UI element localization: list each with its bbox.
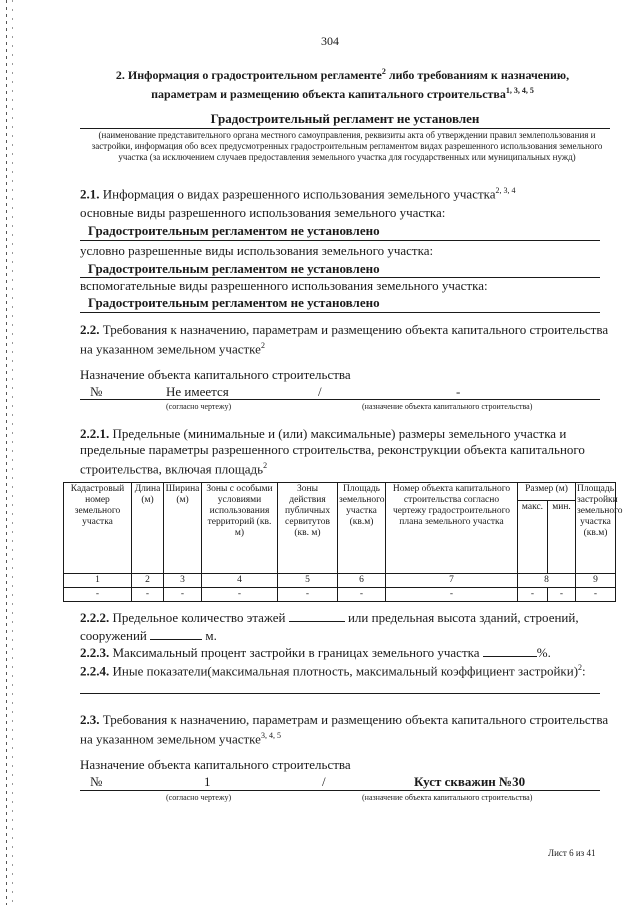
section-2-heading-sup-a: 2 bbox=[381, 67, 386, 76]
s22-title-text-b: на указанном земельном участке bbox=[80, 341, 261, 357]
table-header-built-area: Площадь застройки земельного участка (кв.м) bbox=[576, 483, 616, 574]
s21-aux-underline bbox=[80, 312, 600, 313]
s222-text-a: Предельное количество этажей bbox=[112, 610, 286, 625]
s223-number: 2.2.3. bbox=[80, 645, 110, 660]
s22-title-text-a: Требования к назначению, параметрам и размещению объекта капитального строительства bbox=[102, 322, 609, 337]
table-header-object-number: Номер объекта капитального строительства согласно чертежу градостроительного плана земельного участка bbox=[386, 483, 518, 574]
s222-floors-blank bbox=[289, 621, 345, 622]
table-header-length: Длина (м) bbox=[132, 483, 164, 574]
table-header-servitudes: Зоны действия публичных сервитутов (кв. м) bbox=[278, 483, 338, 574]
s21-main-label: основные виды разрешенного использования земельного участка: bbox=[80, 205, 446, 220]
table-header-width: Ширина (м) bbox=[164, 483, 202, 574]
table-number-cell: 7 bbox=[386, 574, 518, 588]
s23-slash: / bbox=[322, 774, 326, 789]
s221-number: 2.2.1. bbox=[80, 426, 110, 441]
parameters-table bbox=[63, 482, 623, 602]
table-header-cadastral: Кадастровый номер земельного участка bbox=[64, 483, 132, 574]
s221-text-b: предельные параметры разрешенного строительства, реконструкции объекта капитального bbox=[80, 442, 585, 457]
s22-caption-drawing: (согласно чертежу) bbox=[166, 402, 232, 411]
s23-title-sup: 3, 4, 5 bbox=[260, 731, 281, 740]
table-number-cell: 5 bbox=[278, 574, 338, 588]
s222-text-b: или предельная высота зданий, строений, bbox=[347, 610, 579, 625]
table-cell: - bbox=[164, 588, 202, 602]
s221-text-sup: 2 bbox=[263, 461, 268, 470]
table-row bbox=[64, 588, 616, 602]
s223-suffix: %. bbox=[536, 645, 551, 660]
s22-number: 2.2. bbox=[80, 322, 100, 337]
s22-title-sup: 2 bbox=[260, 341, 265, 350]
s22-caption-purpose: (назначение объекта капитального строительства) bbox=[362, 402, 533, 411]
table-header-size-min: мин. bbox=[548, 501, 576, 574]
table-number-cell: 1 bbox=[64, 574, 132, 588]
sheet-counter: Лист 6 из 41 bbox=[548, 848, 596, 858]
regulation-status: Градостроительный регламент не установлен bbox=[210, 111, 480, 126]
s222-text-c: сооружений bbox=[80, 628, 147, 643]
s222-text-d: м. bbox=[205, 628, 217, 643]
table-number-cell: 2 bbox=[132, 574, 164, 588]
binder-edge bbox=[6, 0, 7, 905]
section-2-heading-sup-b: 1, 3, 4, 5 bbox=[505, 86, 534, 95]
s23-caption-drawing: (согласно чертежу) bbox=[166, 793, 232, 802]
s21-title-sup: 2, 3, 4 bbox=[495, 186, 516, 195]
s224-colon: : bbox=[582, 663, 586, 679]
regulation-underline bbox=[80, 128, 610, 129]
table-header-row bbox=[64, 483, 616, 501]
regulation-note: (наименование представительного органа местного самоуправления, реквизиты акта об утверждении правил землепользования и застройки, информация обо всех предусмотренных градостроительным регламентом видах разрешенного использования земельного участка (за исключением случаев предоставления земельного участка для государственных или муниципальных нужд) bbox=[91, 130, 603, 162]
table-header-size: Размер (м) bbox=[518, 483, 576, 501]
s223-text: Максимальный процент застройки в границах земельного участка bbox=[112, 645, 480, 660]
table-cell: - bbox=[386, 588, 518, 602]
s22-no-value: Не имеется bbox=[166, 384, 229, 399]
page-number: 304 bbox=[321, 34, 339, 48]
table-cell: - bbox=[548, 588, 576, 602]
table-cell: - bbox=[338, 588, 386, 602]
section-2-heading-text-a: 2. Информация о градостроительном регламенте bbox=[115, 68, 382, 82]
s224-number: 2.2.4. bbox=[80, 663, 110, 679]
s22-purpose-value: - bbox=[456, 384, 461, 399]
s223-percent-blank bbox=[483, 656, 537, 657]
s23-no-value: 1 bbox=[204, 774, 211, 789]
table-number-cell: 6 bbox=[338, 574, 386, 588]
s23-title bbox=[80, 712, 620, 747]
table-number-row bbox=[64, 574, 616, 588]
s222-line1 bbox=[80, 610, 620, 626]
s23-underline bbox=[80, 790, 600, 791]
s22-purpose-label: Назначение объекта капитального строительства bbox=[80, 367, 351, 382]
table-number-cell: 8 bbox=[518, 574, 576, 588]
s23-title-text-a: Требования к назначению, параметрам и размещению объекта капитального строительства bbox=[102, 712, 609, 727]
table-cell: - bbox=[202, 588, 278, 602]
s22-no-label: № bbox=[90, 384, 103, 399]
s21-cond-value: Градостроительным регламентом не установлено bbox=[88, 261, 380, 276]
s21-main-value: Градостроительным регламентом не установлено bbox=[88, 223, 380, 238]
table-cell: - bbox=[576, 588, 616, 602]
s223-line bbox=[80, 645, 620, 661]
s22-slash: / bbox=[318, 384, 322, 399]
s222-number: 2.2.2. bbox=[80, 610, 110, 625]
s224-underline bbox=[80, 693, 600, 694]
s21-main-underline bbox=[80, 240, 600, 241]
s23-caption-purpose: (назначение объекта капитального строительства) bbox=[362, 793, 533, 802]
table-header-size-max: макс. bbox=[518, 501, 548, 574]
table-number-cell: 9 bbox=[576, 574, 616, 588]
s21-cond-label: условно разрешенные виды использования земельного участка: bbox=[80, 243, 434, 258]
table-cell: - bbox=[64, 588, 132, 602]
s21-aux-label: вспомогательные виды разрешенного использования земельного участка: bbox=[80, 278, 488, 293]
table-number-cell: 3 bbox=[164, 574, 202, 588]
table-header-special-zones: Зоны с особыми условиями использования территорий (кв. м) bbox=[202, 483, 278, 574]
s224-sup: 2 bbox=[578, 663, 583, 672]
s221-text-c: строительства, включая площадь bbox=[80, 461, 264, 477]
s222-height-blank bbox=[150, 639, 202, 640]
s224-text: Иные показатели(максимальная плотность, максимальный коэффициент застройки) bbox=[112, 663, 579, 679]
section-2-heading-text-b: либо требованиям к назначению, bbox=[388, 68, 570, 82]
s23-purpose-label: Назначение объекта капитального строительства bbox=[80, 757, 351, 772]
section-2-heading-text-c: параметрам и размещению объекта капитального строительства bbox=[151, 87, 506, 101]
table-cell: - bbox=[278, 588, 338, 602]
s22-underline bbox=[80, 399, 600, 400]
table-number-cell: 4 bbox=[202, 574, 278, 588]
table-header-area: Площадь земельного участка (кв.м) bbox=[338, 483, 386, 574]
s222-line2 bbox=[80, 628, 217, 644]
s221-text bbox=[80, 426, 612, 477]
s221-text-a: Предельные (минимальные и (или) максимальные) размеры земельного участка и bbox=[112, 426, 567, 441]
s23-title-text-b: на указанном земельном участке bbox=[80, 731, 261, 747]
binder-edge-inner bbox=[12, 0, 13, 905]
s23-object-name: Куст скважин №30 bbox=[414, 774, 526, 789]
s21-title-text: Информация о видах разрешенного использования земельного участка bbox=[102, 186, 496, 202]
s22-title bbox=[80, 322, 620, 357]
table-cell: - bbox=[132, 588, 164, 602]
s21-number: 2.1. bbox=[80, 186, 100, 202]
s21-aux-value: Градостроительным регламентом не установлено bbox=[88, 295, 380, 310]
table-cell: - bbox=[518, 588, 548, 602]
s23-number: 2.3. bbox=[80, 712, 100, 727]
s23-no-label: № bbox=[90, 774, 103, 789]
section-2-heading bbox=[70, 64, 615, 102]
s21-title bbox=[80, 186, 620, 202]
s224-line bbox=[80, 663, 620, 679]
